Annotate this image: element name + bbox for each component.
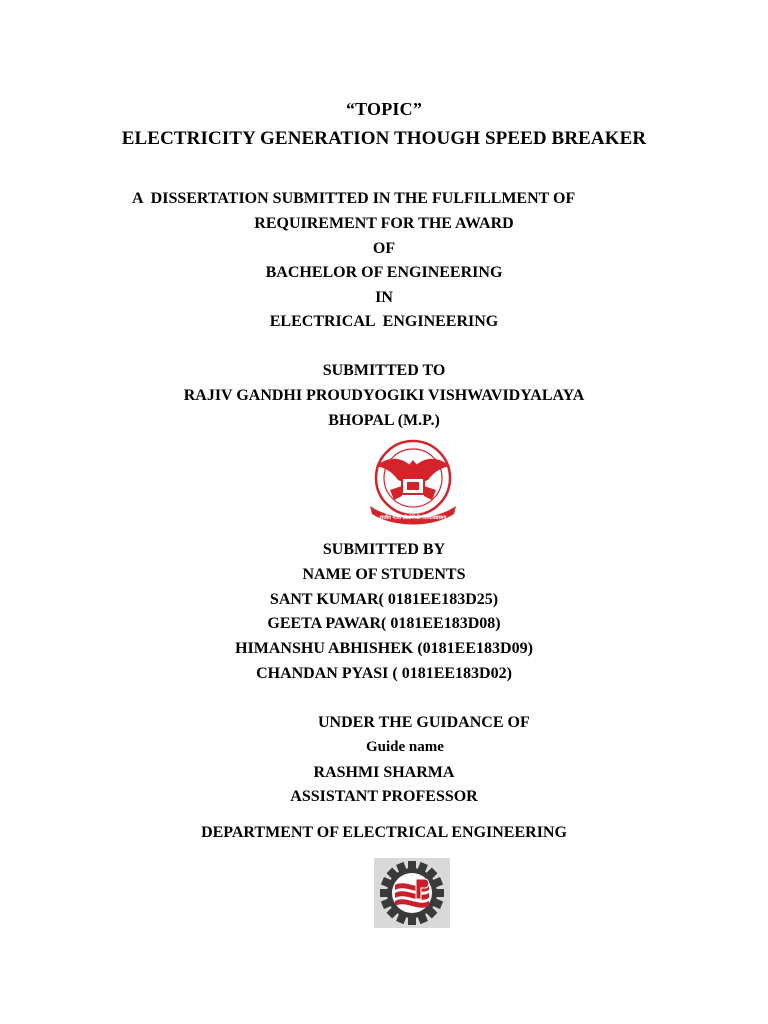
dissertation-line-4: BACHELOR OF ENGINEERING (265, 264, 503, 281)
title-topic: “TOPIC” (345, 99, 423, 119)
submitted-to-heading: SUBMITTED TO (322, 362, 446, 379)
student-2: GEETA PAWAR( 0181EE183D08) (267, 615, 501, 632)
department-name: DEPARTMENT OF ELECTRICAL ENGINEERING (201, 824, 567, 841)
submitted-by-heading: SUBMITTED BY (322, 541, 446, 558)
guide-label: Guide name (366, 739, 444, 755)
student-4: CHANDAN PYASI ( 0181EE183D02) (256, 665, 512, 682)
student-1: SANT KUMAR( 0181EE183D25) (269, 591, 499, 608)
college-gear-emblem-icon (374, 858, 450, 928)
rgpv-emblem-icon (358, 438, 468, 528)
dissertation-line-3: OF (372, 240, 396, 257)
title-project: ELECTRICITY GENERATION THOUGH SPEED BREAKER (121, 128, 647, 149)
guide-name: RASHMI SHARMA (313, 764, 455, 781)
dissertation-line-6: ELECTRICAL ENGINEERING (269, 313, 499, 330)
guide-designation: ASSISTANT PROFESSOR (290, 788, 478, 805)
dissertation-line-5: IN (375, 289, 393, 306)
dissertation-line-2: REQUIREMENT FOR THE AWARD (254, 215, 514, 232)
guidance-heading: UNDER THE GUIDANCE OF (318, 714, 530, 731)
university-name: RAJIV GANDHI PROUDYOGIKI VISHWAVIDYALAYA (183, 387, 585, 404)
rgpv-logo-banner-text: राजीव गांधी प्रौद्योगिकी विश्वविद्यालय (379, 515, 447, 521)
university-location: BHOPAL (M.P.) (328, 412, 440, 429)
students-heading: NAME OF STUDENTS (302, 566, 466, 583)
dissertation-line-1: A DISSERTATION SUBMITTED IN THE FULFILLMENT OF (132, 190, 576, 207)
student-3: HIMANSHU ABHISHEK (0181EE183D09) (235, 640, 533, 657)
